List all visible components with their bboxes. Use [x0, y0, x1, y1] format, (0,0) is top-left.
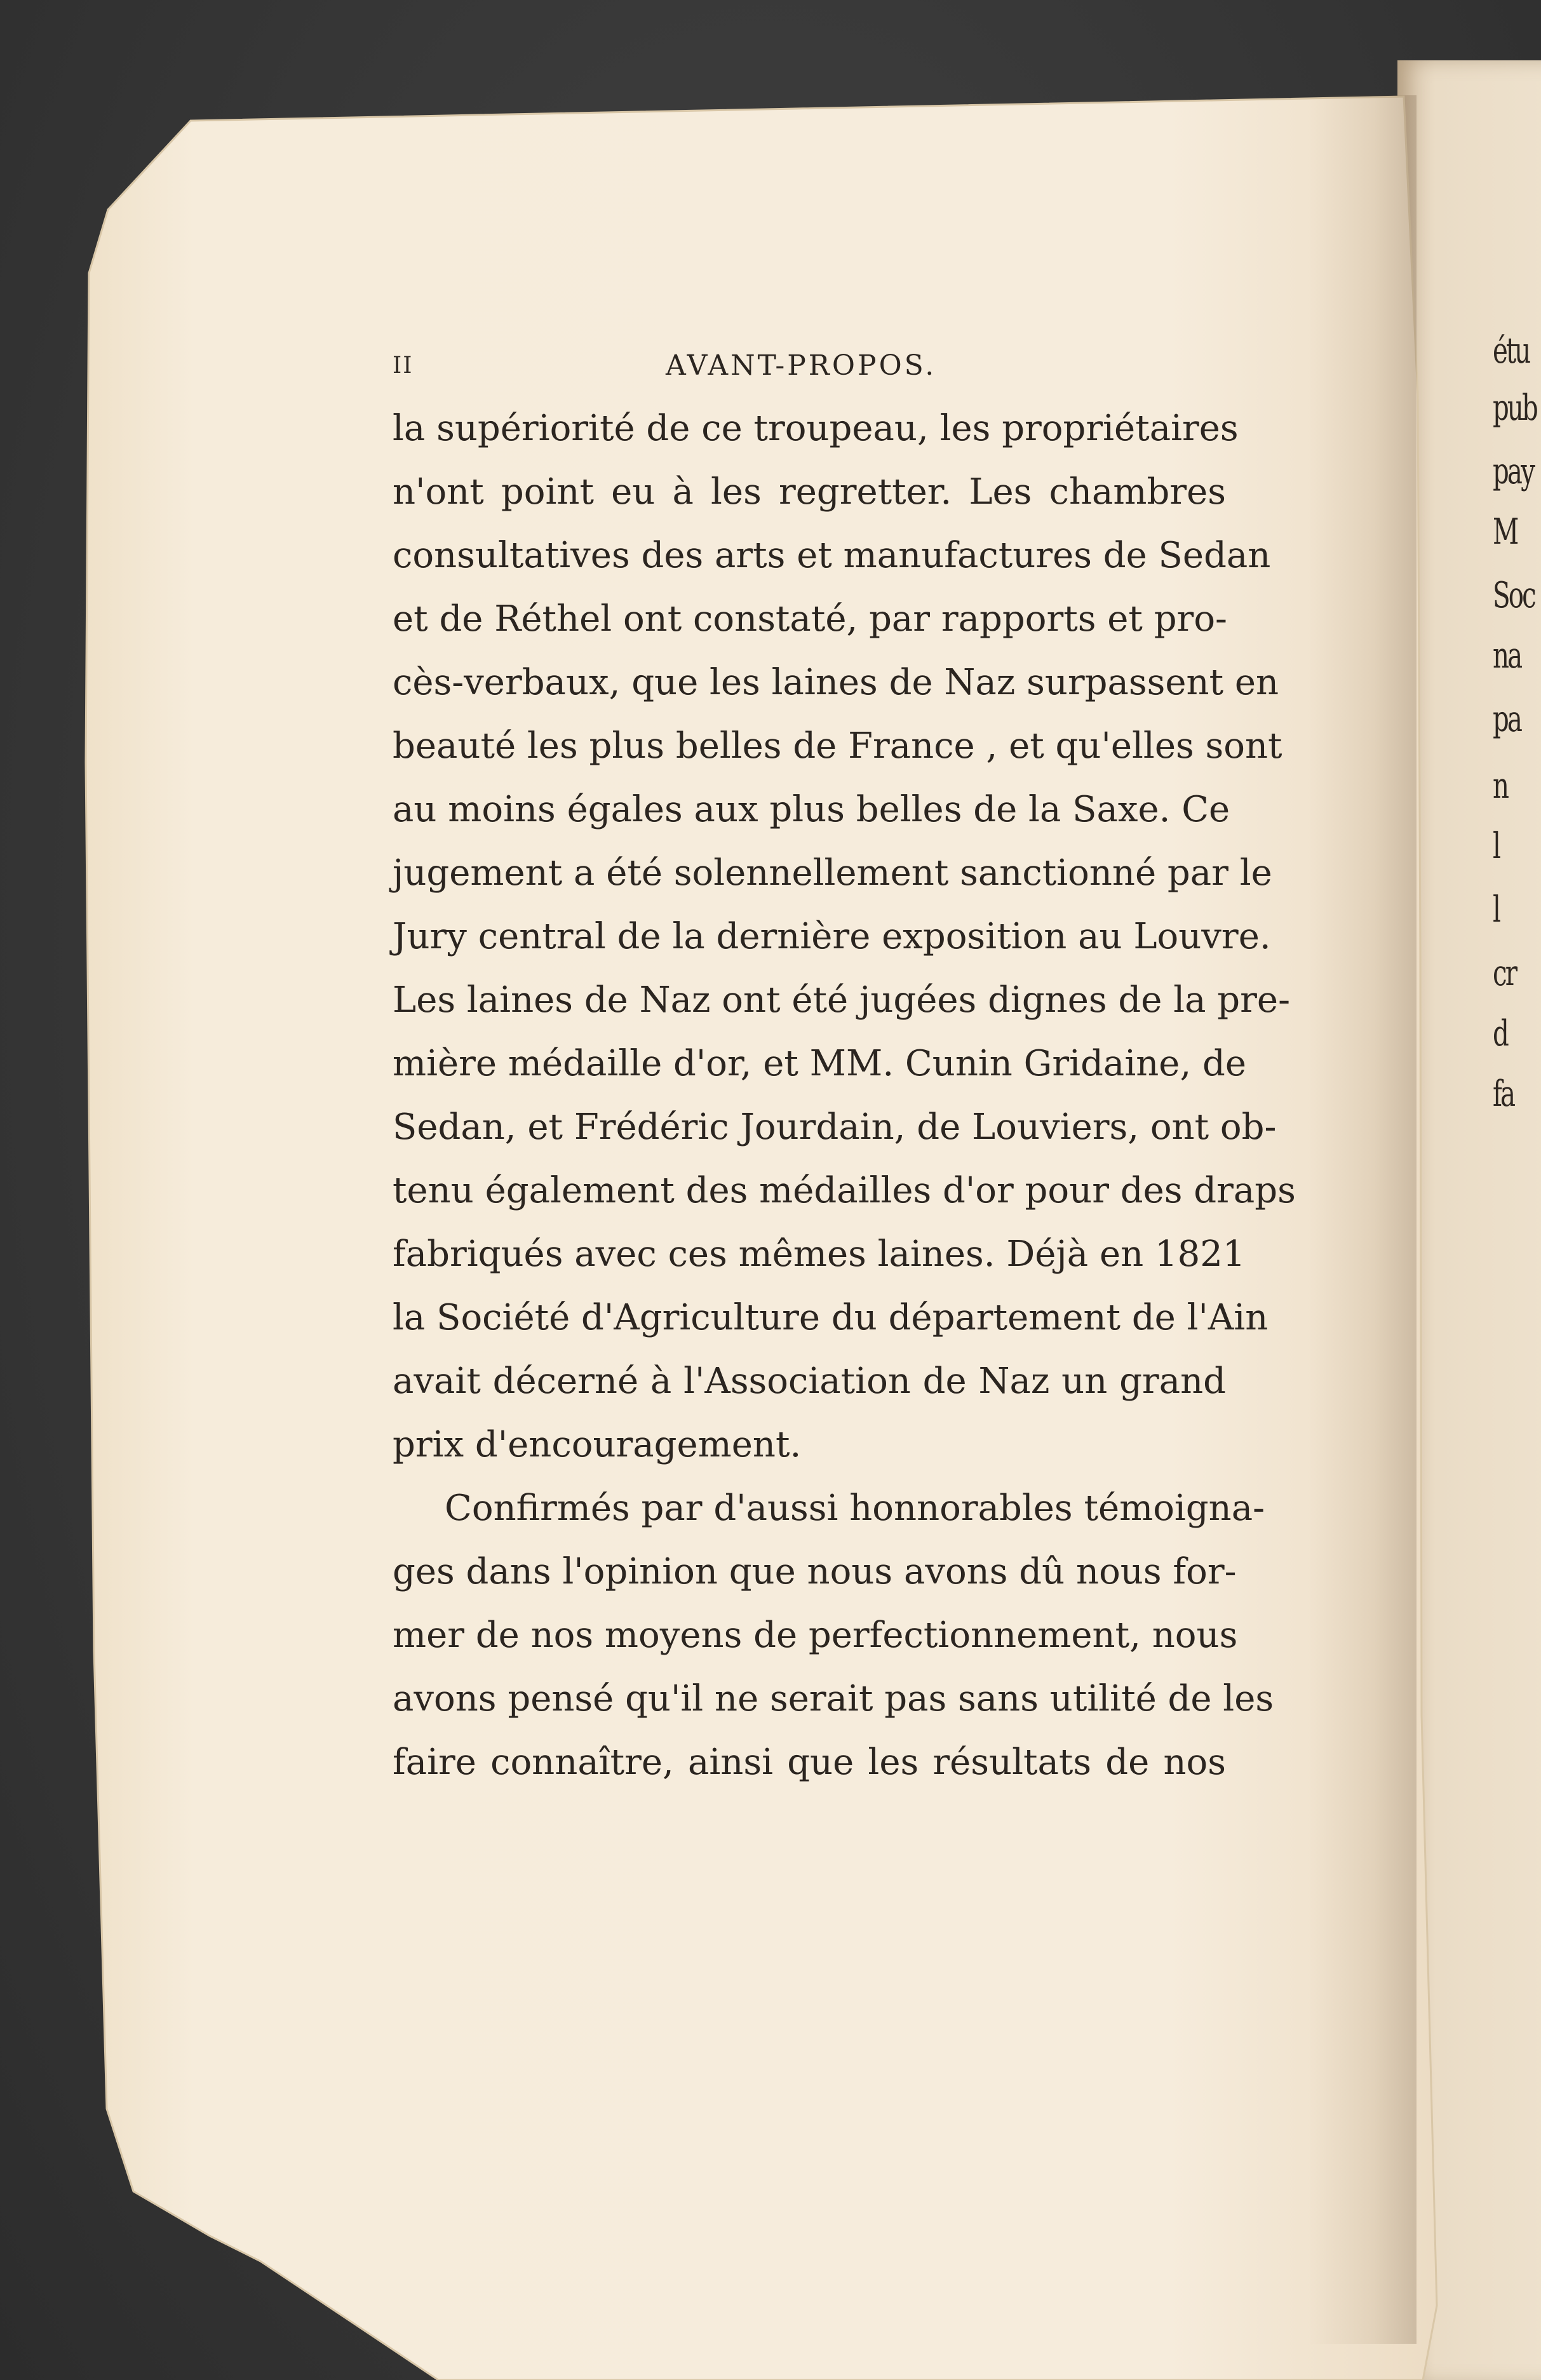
facing-page-fragment: pa	[1493, 699, 1521, 740]
facing-page-fragment: n	[1493, 765, 1508, 807]
text-line: la supériorité de ce troupeau, les propriétaires	[393, 408, 1239, 449]
text-line: Jury central de la dernière exposition au Louvre.	[393, 916, 1271, 957]
running-head	[393, 346, 1226, 391]
facing-page-fragment: étu	[1493, 330, 1530, 372]
facing-page-fragment: cr	[1493, 953, 1516, 994]
text-line: beauté les plus belles de France , et qu'elles sont	[393, 725, 1282, 767]
running-title: AVANT-PROPOS.	[666, 349, 937, 382]
text-line: avait décerné à l'Association de Naz un grand	[393, 1361, 1226, 1402]
text-line: avons pensé qu'il ne serait pas sans utilité de les	[393, 1678, 1274, 1719]
facing-page-fragment: pub	[1493, 387, 1537, 429]
text-line: ges dans l'opinion que nous avons dû nous for-	[393, 1551, 1237, 1592]
text-line: consultatives des arts et manufactures de Sedan	[393, 535, 1271, 576]
facing-page-fragment: l	[1493, 826, 1500, 867]
text-line: la Société d'Agriculture du département de l'Ain	[393, 1297, 1268, 1338]
text-line: Les laines de Naz ont été jugées dignes de la pre-	[393, 979, 1290, 1021]
facing-page-fragment: pay	[1493, 451, 1533, 492]
text-line: n'ont point eu à les regretter. Les chambres	[393, 471, 1226, 513]
facing-page-fragment: l	[1493, 889, 1500, 931]
facing-page-fragment: fa	[1493, 1073, 1514, 1115]
text-line: tenu également des médailles d'or pour des draps	[393, 1170, 1296, 1211]
text-line: faire connaître, ainsi que les résultats de nos	[393, 1742, 1226, 1783]
text-line: Sedan, et Frédéric Jourdain, de Louviers, ont ob-	[393, 1106, 1277, 1148]
facing-page-fragment: d	[1493, 1013, 1507, 1054]
text-line: mer de nos moyens de perfectionnement, nous	[393, 1615, 1238, 1656]
text-line: jugement a été solennellement sanctionné par le	[393, 852, 1272, 894]
text-line: fabriqués avec ces mêmes laines. Déjà en 1821	[393, 1234, 1246, 1275]
text-line: prix d'encouragement.	[393, 1424, 802, 1465]
facing-page-fragment: Soc	[1493, 575, 1535, 616]
text-line: mière médaille d'or, et MM. Cunin Gridaine, de	[393, 1043, 1247, 1084]
gutter-shadow	[1309, 95, 1417, 2344]
facing-page-fragment: M	[1493, 511, 1517, 553]
text-line: cès-verbaux, que les laines de Naz surpassent en	[393, 662, 1279, 703]
text-line: et de Réthel ont constaté, par rapports et pro-	[393, 598, 1227, 640]
page-number: II	[393, 353, 414, 379]
facing-page-fragment: na	[1493, 635, 1521, 676]
text-line: au moins égales aux plus belles de la Saxe. Ce	[393, 789, 1230, 830]
text-line: Confirmés par d'aussi honnorables témoigna-	[445, 1488, 1265, 1529]
